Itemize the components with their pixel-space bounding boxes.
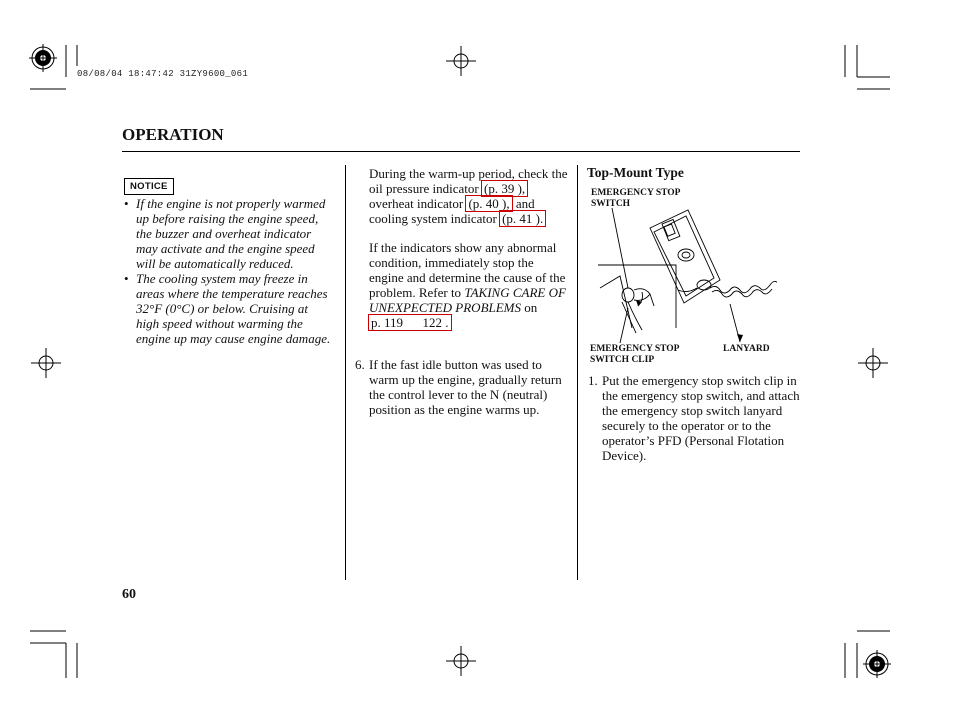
notice-text: The cooling system may freeze in areas where the temperature reaches 32°F (0°C) or below. Cruising at high speed without warming the engine up may cause engine damage.	[136, 271, 331, 346]
emergency-stop-illustration	[592, 208, 777, 343]
problems-page-link[interactable]: p. 119 122 .	[368, 314, 452, 331]
print-stamp: 08/08/04 18:47:42 31ZY9600_061	[77, 69, 249, 79]
notice-badge: NOTICE	[124, 178, 174, 195]
list-item	[124, 271, 334, 346]
callout-lanyard: LANYARD	[723, 344, 770, 354]
section-title: OPERATION	[122, 125, 224, 144]
problems-section-link[interactable]: TAKING CARE OF UNEXPECTED PROBLEMS	[369, 285, 566, 315]
overheat-label: overheat indicator	[369, 196, 464, 211]
on-word: on	[524, 300, 538, 315]
callout-emergency-stop-switch	[591, 188, 680, 210]
top-mount-heading: Top-Mount Type	[587, 165, 684, 180]
abnormal-text: If the indicators show any abnormal condition, immediately stop the engine and determine the cause of the problem. Refer to	[369, 240, 566, 300]
callout-line: EMERGENCY STOP	[590, 344, 680, 354]
oil-pressure-page-link[interactable]: (p. 39 ),	[481, 180, 528, 197]
step-1	[588, 373, 803, 463]
callout-line: EMERGENCY STOP	[591, 188, 681, 198]
step-number: 1.	[588, 373, 598, 388]
callout-emergency-stop-switch-clip	[590, 344, 679, 366]
and-word: and	[515, 196, 535, 211]
list-item	[124, 196, 334, 271]
step-text: If the fast idle button was used to warm up the engine, gradually return the control lever to the N (neutral) position as the engine warms up.	[369, 357, 562, 417]
page-number: 60	[122, 587, 136, 602]
step-text: Put the emergency stop switch clip in the emergency stop switch, and attach the emergency stop switch lanyard securely to the operator or to the operator’s PFD (Personal Flotation Device).	[602, 373, 800, 463]
abnormal-paragraph	[369, 240, 569, 330]
bullet: •	[124, 196, 129, 211]
warmup-intro: During the warm-up period, check the oil pressure indicator	[369, 166, 568, 196]
cooling-page-link[interactable]: (p. 41 ).	[499, 210, 546, 227]
bullet: •	[124, 271, 129, 286]
notice-list	[124, 196, 334, 346]
warmup-paragraph	[369, 166, 569, 226]
callout-line: SWITCH CLIP	[590, 355, 655, 365]
column-divider-1	[345, 165, 346, 580]
step-6	[355, 357, 570, 417]
header-rule	[122, 151, 800, 152]
overheat-page-link[interactable]: (p. 40 ),	[465, 195, 512, 212]
cooling-label: cooling system indicator	[369, 211, 497, 226]
callout-line: SWITCH	[591, 199, 631, 209]
notice-text: If the engine is not properly warmed up before raising the engine speed, the buzzer and overheat indicator may activate and the engine speed will be automatically reduced.	[136, 196, 326, 271]
column-divider-2	[577, 165, 578, 580]
step-number: 6.	[355, 357, 365, 372]
